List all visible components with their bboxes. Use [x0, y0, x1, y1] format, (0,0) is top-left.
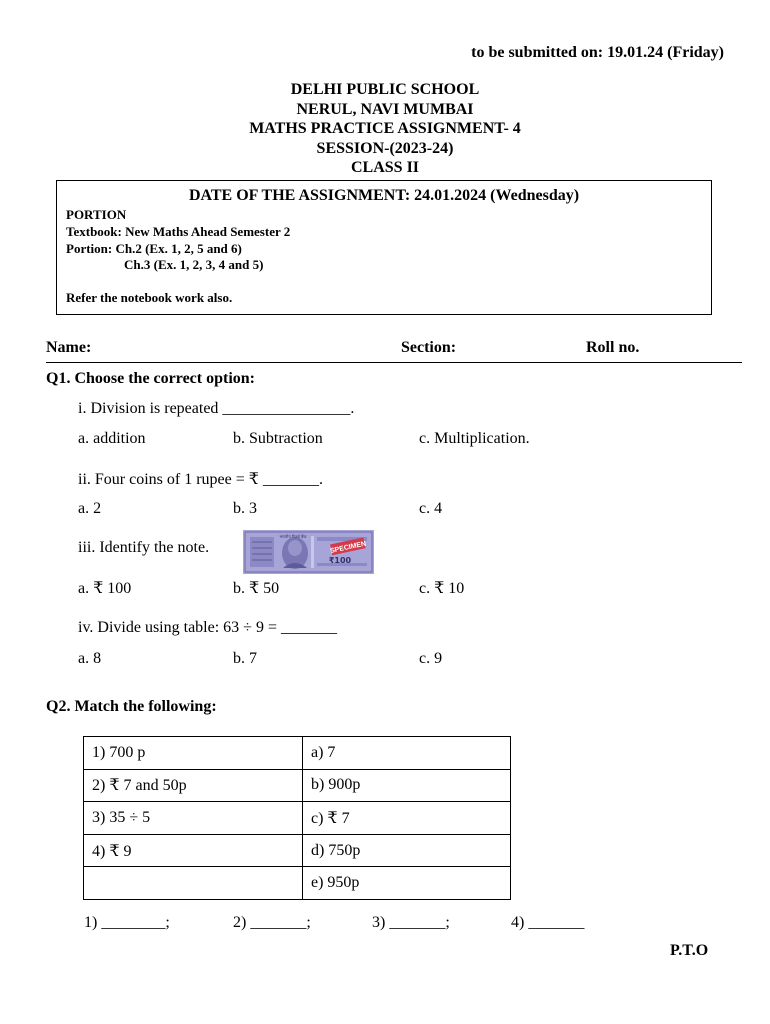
q1-item-4-text: iv. Divide using table: 63 ÷ 9 = _______ [78, 619, 337, 636]
match-right-cell: d) 750p [303, 834, 511, 867]
portion-line-1: Portion: Ch.2 (Ex. 1, 2, 5 and 6) [66, 240, 242, 256]
q1-item-2-option-c: c. 4 [419, 500, 443, 517]
q1-item-4-option-a: a. 8 [78, 650, 102, 667]
match-left-cell [84, 867, 303, 900]
match-left-cell: 4) ₹ 9 [84, 834, 303, 867]
assignment-info-box [56, 180, 712, 315]
divider-line [46, 362, 742, 363]
match-right-cell: e) 950p [303, 867, 511, 900]
answer-blank-4[interactable]: 4) _______ [511, 914, 585, 931]
submission-date: to be submitted on: 19.01.24 (Friday) [471, 44, 724, 61]
q1-item-4-option-b: b. 7 [233, 650, 257, 667]
table-row [84, 867, 511, 900]
q1-item-2-option-b: b. 3 [233, 500, 257, 517]
q1-item-3-option-c: c. ₹ 10 [419, 580, 465, 597]
name-field-label: Name: [46, 339, 92, 356]
q1-item-1-text: i. Division is repeated ________________. [78, 400, 355, 417]
portion-heading: PORTION [66, 207, 127, 222]
assignment-title: MATHS PRACTICE ASSIGNMENT- 4 [249, 120, 521, 138]
match-left-cell: 1) 700 p [84, 737, 303, 770]
textbook-line: Textbook: New Maths Ahead Semester 2 [66, 223, 291, 239]
table-row [84, 802, 511, 835]
section-field-label: Section: [401, 339, 457, 356]
q1-item-2-option-a: a. 2 [78, 500, 102, 517]
portion-details [66, 207, 290, 307]
q2-heading: Q2. Match the following: [46, 698, 217, 715]
note-stamp-text: SPECIMEN [329, 540, 367, 555]
table-row [84, 769, 511, 802]
q1-item-1-option-c: c. Multiplication. [419, 430, 530, 447]
q1-item-4-option-c: c. 9 [419, 650, 443, 667]
school-name: DELHI PUBLIC SCHOOL [290, 81, 480, 98]
match-table [83, 736, 511, 900]
notebook-note: Refer the notebook work also. [66, 290, 233, 306]
table-row [84, 834, 511, 867]
match-left-cell: 3) 35 ÷ 5 [84, 802, 303, 835]
match-right-cell: c) ₹ 7 [303, 802, 511, 835]
answer-blank-3[interactable]: 3) _______; [372, 914, 450, 931]
q1-heading: Q1. Choose the correct option: [46, 370, 255, 387]
school-location: NERUL, NAVI MUMBAI [296, 100, 474, 118]
document-header [0, 80, 770, 178]
match-left-cell: 2) ₹ 7 and 50p [84, 769, 303, 802]
match-right-cell: a) 7 [303, 737, 511, 770]
q1-item-3-text: iii. Identify the note. [78, 539, 210, 556]
pto-label: P.T.O [670, 942, 709, 959]
class-label: CLASS II [350, 159, 420, 177]
q1-item-2-text: ii. Four coins of 1 rupee = ₹ _______. [78, 471, 323, 488]
session: SESSION-(2023-24) [316, 139, 454, 157]
match-right-cell: b) 900p [303, 769, 511, 802]
q1-item-3-option-b: b. ₹ 50 [233, 580, 280, 597]
rupee-note-image [243, 530, 374, 574]
answer-blank-1[interactable]: 1) ________; [84, 914, 170, 931]
q1-item-3-option-a: a. ₹ 100 [78, 580, 132, 597]
roll-field-label: Roll no. [586, 339, 640, 356]
answer-blank-2[interactable]: 2) _______; [233, 914, 311, 931]
portion-line-2: Ch.3 (Ex. 1, 2, 3, 4 and 5) [124, 257, 264, 273]
q1-item-1-option-a: a. addition [78, 430, 146, 447]
note-bank-text: भारतीय रिज़र्व बैंक [279, 534, 307, 539]
assignment-date: DATE OF THE ASSIGNMENT: 24.01.2024 (Wednesday) [188, 187, 580, 204]
q1-item-1-option-b: b. Subtraction [233, 430, 323, 447]
note-denomination-text: ₹100 [328, 556, 352, 565]
table-row [84, 737, 511, 770]
